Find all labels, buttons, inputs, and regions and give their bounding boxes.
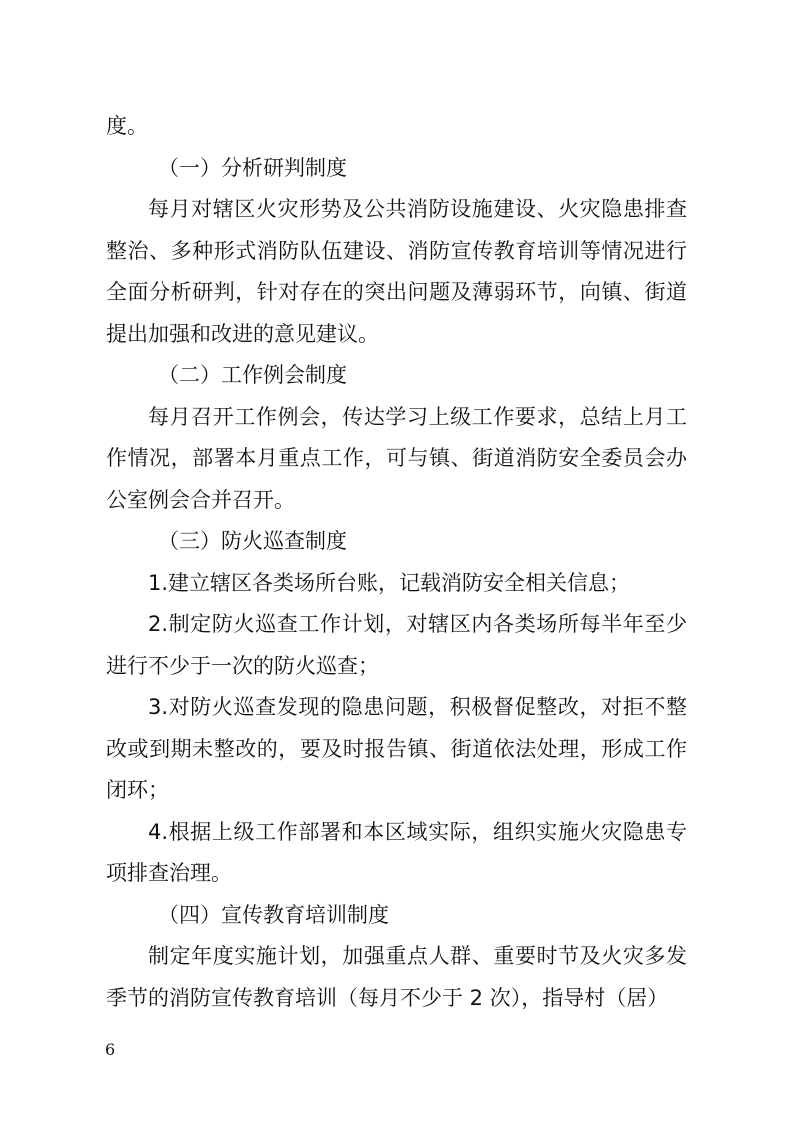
page-body (106, 106, 687, 1019)
list-item: 1.建立辖区各类场所台账，记载消防安全相关信息； (148, 570, 631, 595)
body-paragraph: 每月对辖区火灾形势及公共消防设施建设、火灾隐患排查整治、多种形式消防队伍建设、消防宣传教育培训等情况进行全面分析研判，针对存在的突出问题及薄弱环节，向镇、街道提出加强和改进的意见建议。 (106, 197, 687, 346)
list-item: 4.根据上级工作部署和本区域实际，组织实施火灾隐患专项排查治理。 (106, 819, 687, 885)
list-item: 3.对防火巡查发现的隐患问题，积极督促整改，对拒不整改或到期未整改的，要及时报告镇、街道依法处理，形成工作闭环； (106, 695, 687, 802)
section-heading-patrol: （三）防火巡查制度 (158, 529, 347, 553)
body-paragraph: 制定年度实施计划，加强重点人群、重要时节及火灾多发季节的消防宣传教育培训（每月不少于 2 次），指导村（居） (106, 944, 687, 1010)
continuation-paragraph: 度。 (106, 114, 148, 138)
section-heading-analysis: （一）分析研判制度 (158, 155, 347, 180)
list-item: 2.制定防火巡查工作计划，对辖区内各类场所每半年至少进行不少于一次的防火巡查； (106, 612, 687, 678)
section-heading-training: （四）宣传教育培训制度 (158, 902, 389, 927)
section-heading-meeting: （二）工作例会制度 (158, 363, 347, 387)
page-number: 6 (105, 1040, 116, 1059)
body-paragraph: 每月召开工作例会，传达学习上级工作要求，总结上月工作情况，部署本月重点工作，可与镇、街道消防安全委员会办公室例会合并召开。 (106, 404, 687, 512)
